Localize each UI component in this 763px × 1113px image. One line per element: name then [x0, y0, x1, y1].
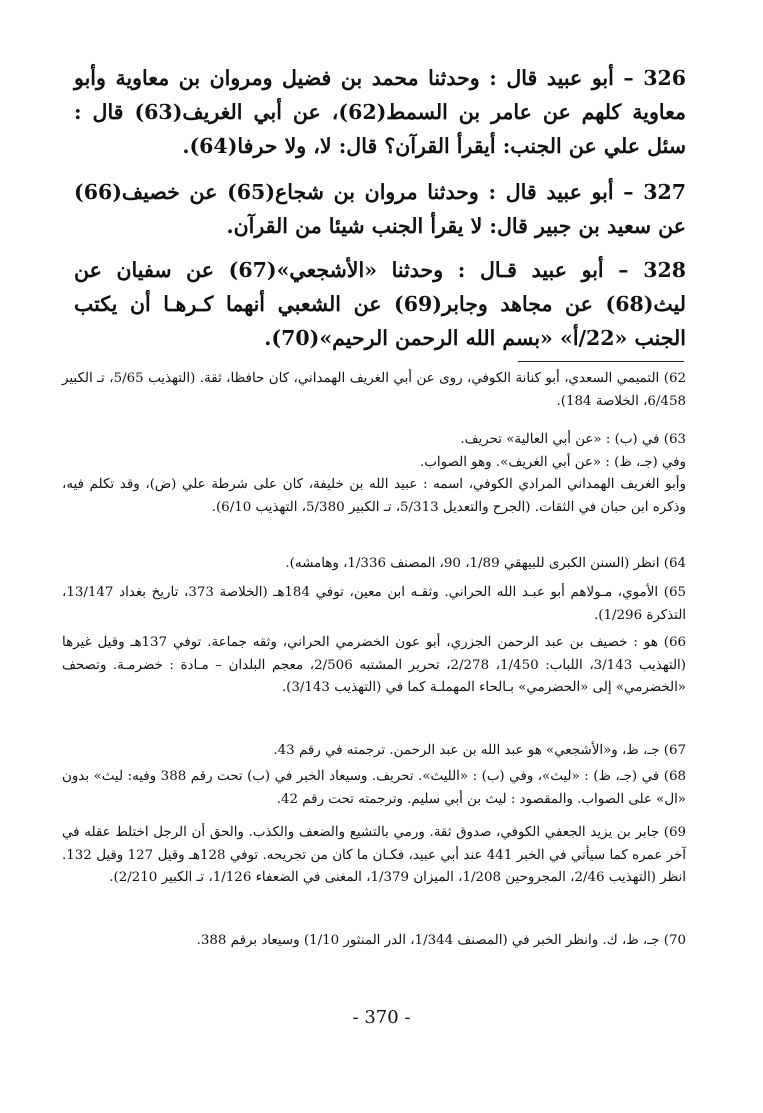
footnote-68 — [62, 766, 686, 811]
footnote-63 — [62, 429, 686, 519]
footnote-62-text: 62) التميمي السعدي، أبو كنانة الكوفي، روى عن أبي الغريف الهمداني، كان حافظا، ثقة. (التهذيب 5/65، تـ الكبير 6/458، الخلاصة 184). — [62, 371, 686, 409]
footnote-65 — [62, 582, 686, 627]
footnote-63-line-2: وفي (جـ، ظ) : «عن أبي الغريف». وهو الصواب. — [420, 454, 686, 470]
footnote-63-line-1: 63) في (ب) : «عن أبي العالية» تحريف. — [460, 432, 686, 447]
footnote-70 — [62, 930, 686, 953]
hadith-326 — [74, 61, 686, 163]
footnote-63-line-3: وأبو الغريف الهمداني المرادي الكوفي، اسمه : عبيد الله بن خليفة، كان على شرطة علي (ض)، وقد تكلم فيه، وذكره ابن حبان في الثقات. (الجرح والتعديل 5/313، تـ الكبير 5/380، التهذيب 6/10). — [62, 477, 686, 515]
footnote-66 — [62, 632, 686, 700]
footnote-separator — [518, 361, 684, 362]
footnote-64-text: 64) انظر (السنن الكبرى للبيهقي 1/89، 90، المصنف 1/336، وهامشه). — [285, 556, 686, 571]
footnote-69-text: 69) جابر بن يزيد الجعفي الكوفي، صدوق ثقة. ورمي بالتشيع والضعف والكذب. والحق أن الرجل اختلط عقله في آخر عمره كما سيأتي في الخبر 441 عند أبي عبيد، فكـان ما كان من تجريحه. توفي 128هـ وقيل 127 وقيل 132. انظر (التهذيب 2/46، المجروحين 1/208، الميزان 1/379، المغنى في الضعفاء 1/126، تـ الكبير 2/210). — [62, 825, 687, 885]
hadith-328 — [74, 253, 686, 355]
footnote-62 — [62, 368, 686, 413]
page-number: - 370 - — [352, 1007, 411, 1028]
footnote-70-text: 70) جـ، ظ، ك. وانظر الخبر في (المصنف 1/344، الدر المنثور 1/10) وسيعاد برقم 388. — [196, 933, 686, 948]
footnote-65-text: 65) الأموي، مـولاهم أبو عبـد الله الحراني. وثقـه ابن معين، توفي 184هـ (الخلاصة 373، تاريخ بغداد 13/147، التذكرة 1/296). — [62, 585, 686, 623]
footnote-64 — [62, 553, 686, 576]
footnote-66-text: 66) هو : خصيف بن عبد الرحمن الجزري، أبو عون الخضرمي الحراني، وثقه جماعة. توفي 137هـ وقيل غيرها (التهذيب 3/143، اللباب: 1/450، 2/278، تحرير المشتبه 2/506، معجم البلدان – مـادة : خضرمـة. وتصحف «الخضرمي» إلى «الحضرمي» بـالحاء المهملـة كما في (التهذيب 3/143). — [62, 635, 686, 695]
hadith-327 — [74, 175, 686, 243]
hadith-328-text: 328 – أبو عبيد قـال : وحدثنا «الأشجعي»(67) عن سفيان عن ليث(68) عن مجاهد وجابر(69) عن الشعبي أنهما كـرهـا أن يكتب الجنب «22/أ» «بسم الله الرحمن الرحيم»(70). — [74, 258, 686, 350]
hadith-326-text: 326 – أبو عبيد قال : وحدثنا محمد بن فضيل ومروان بن معاوية وأبو معاوية كلهم عن عامر بن السمط(62)، عن أبي الغريف(63) قال : سئل علي عن الجنب: أيقرأ القرآن؟ قال: لا، ولا حرفا(64). — [74, 66, 686, 158]
footnote-68-text: 68) في (جـ، ظ) : «ليث»، وفي (ب) : «الليث». تحريف. وسيعاد الخبر في (ب) تحت رقم 388 وفيه: ليث» بدون «ال» على الصواب. والمقصود : ليث بن أبي سليم. وترجمته تحت رقم 42. — [62, 769, 686, 807]
footnote-67 — [62, 740, 686, 763]
footnote-69 — [62, 822, 686, 890]
hadith-327-text: 327 – أبو عبيد قال : وحدثنا مروان بن شجاع(65) عن خصيف(66) عن سعيد بن جبير قال: لا يقرأ الجنب شيئا من القرآن. — [74, 180, 687, 238]
footnote-67-text: 67) جـ، ظ، و«الأشجعي» هو عبد الله بن عبد الرحمن. ترجمته في رقم 43. — [273, 743, 686, 758]
